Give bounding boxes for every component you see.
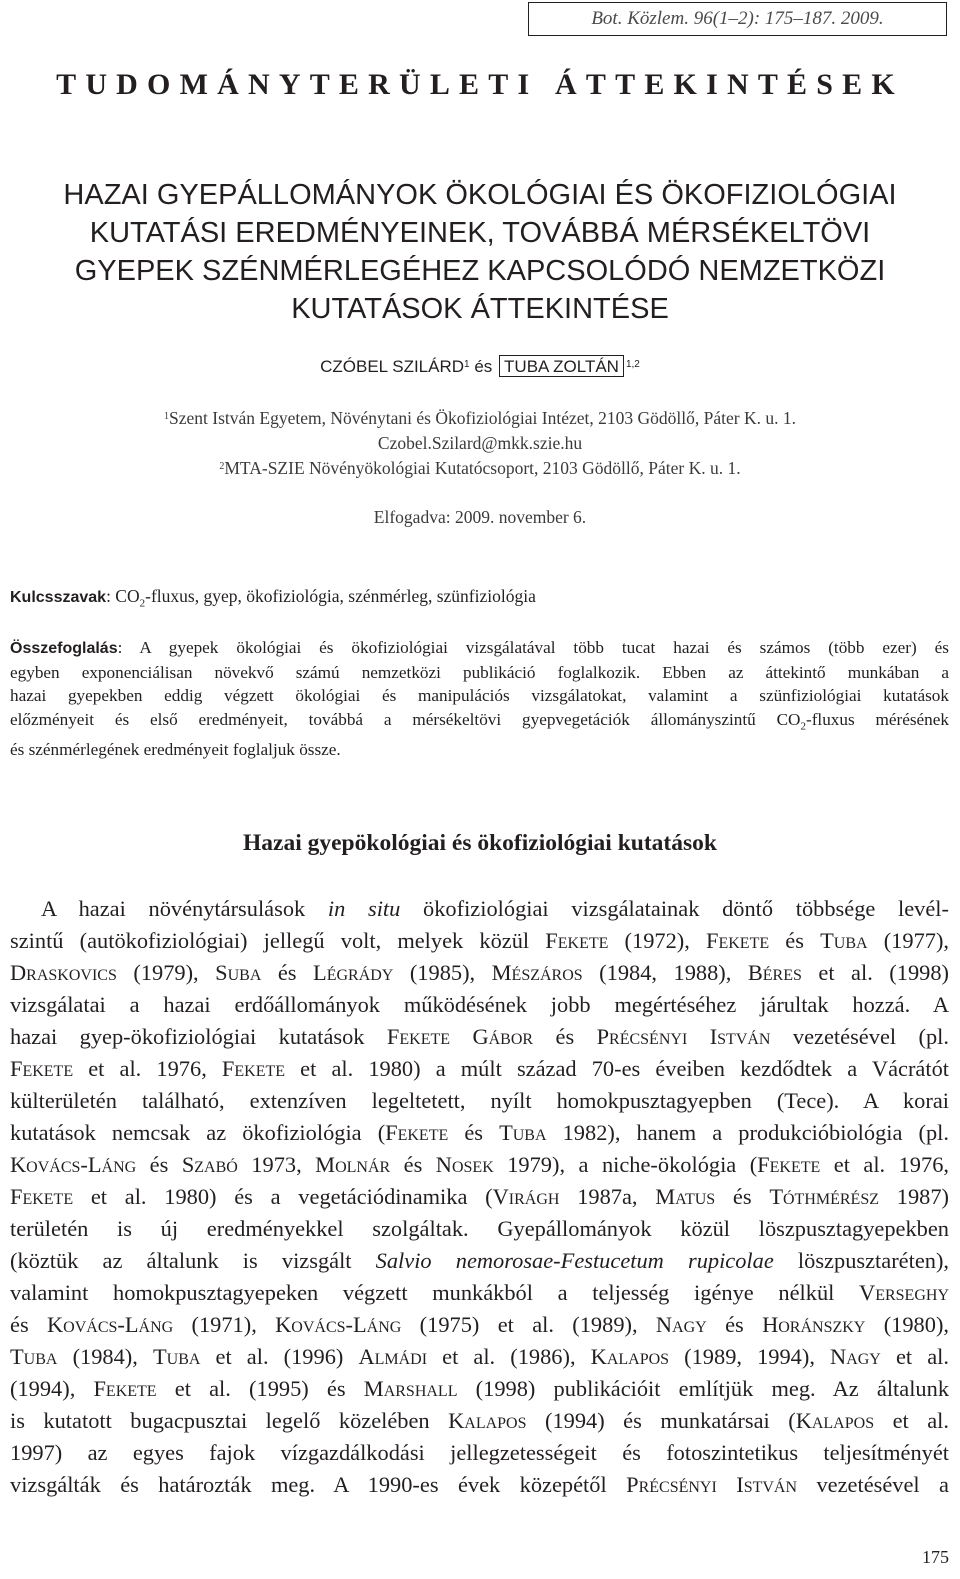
author-citation: Tuba bbox=[10, 1344, 58, 1369]
text: 1987) bbox=[879, 1184, 949, 1209]
keywords bbox=[10, 586, 536, 610]
author-citation: Mészáros bbox=[491, 960, 583, 985]
italic-text: in situ bbox=[327, 896, 401, 921]
author-citation: Kalapos bbox=[448, 1408, 527, 1433]
author-citation: Marshall bbox=[363, 1376, 458, 1401]
text: és bbox=[448, 1120, 500, 1145]
author-citation: Fekete bbox=[10, 1056, 74, 1081]
author-citation: Kalapos bbox=[795, 1408, 875, 1433]
body-line bbox=[10, 1117, 949, 1149]
text: (köztük az általunk is vizsgált bbox=[10, 1248, 376, 1273]
author-citation: Tuba bbox=[499, 1120, 547, 1145]
text: (1989, 1994), bbox=[669, 1344, 831, 1369]
abstract-text: : A gyepek ökológiai és ökofiziológiai vizsgálatával több tucat hazai és számos (több ezer) és bbox=[117, 638, 949, 657]
author-citation: Almádi bbox=[358, 1344, 428, 1369]
text: (1979), bbox=[116, 960, 216, 985]
body-line: külterületén található, extenzíven legeltetett, nyílt homokpusztagyepben (Tece). A korai bbox=[10, 1088, 949, 1113]
text: et al. bbox=[880, 1344, 949, 1369]
author-citation: Kovács-Láng bbox=[46, 1312, 174, 1337]
page-number: 175 bbox=[922, 1547, 949, 1567]
text: (1975) et al. (1989), bbox=[401, 1312, 656, 1337]
title-line: KUTATÁSI EREDMÉNYEINEK, TOVÁBBÁ MÉRSÉKELTÖVI bbox=[89, 217, 871, 249]
text: és bbox=[10, 1312, 47, 1337]
author-citation: Fekete bbox=[545, 928, 609, 953]
text: 1973, bbox=[237, 1152, 316, 1177]
author-citation: Fekete bbox=[706, 928, 770, 953]
author-citation: Béres bbox=[747, 960, 802, 985]
author-citation: Matus bbox=[655, 1184, 716, 1209]
text: 1982), hanem a produkcióbiológia (pl. bbox=[546, 1120, 949, 1145]
text: és bbox=[769, 928, 821, 953]
text: (1972), bbox=[608, 928, 707, 953]
abstract-line: hazai gyepekben eddig végzett ökológiai és manipulációs vizsgálatokat, valamint a szünfiziológiai kutatások bbox=[10, 686, 949, 705]
author-citation: Nosek bbox=[435, 1152, 494, 1177]
affiliation-2 bbox=[0, 456, 960, 481]
author-email: Czobel.Szilard@mkk.szie.hu bbox=[377, 433, 583, 453]
author-citation: Kalapos bbox=[590, 1344, 670, 1369]
abstract-line: egyben exponenciálisan növekvő számú nemzetközi publikáció foglalkozik. Ebben az áttekintő munkában a bbox=[10, 662, 949, 682]
abstract-line bbox=[10, 636, 949, 661]
body-line: vizsgálatai a hazai erdőállományok működésének jobb megértéséhez járultak hozzá. A bbox=[10, 992, 949, 1017]
body-paragraph bbox=[10, 893, 949, 1501]
text: és bbox=[715, 1184, 770, 1209]
body-line bbox=[10, 1373, 949, 1405]
text: (1998) publikációit említjük meg. Az általunk bbox=[457, 1376, 950, 1401]
author-affiliation-mark: 1,2 bbox=[625, 359, 640, 370]
text: (1984, 1988), bbox=[582, 960, 748, 985]
text: hazai gyep-ökofiziológiai kutatások bbox=[10, 1024, 387, 1049]
text: et al. 1976, bbox=[73, 1056, 222, 1081]
abstract-text: -fluxus mérésének bbox=[805, 709, 949, 729]
body-line bbox=[10, 1053, 949, 1085]
text: és bbox=[261, 960, 314, 985]
italic-text: Salvio nemorosae-Festucetum rupicolae bbox=[375, 1248, 774, 1273]
text: (1977), bbox=[867, 928, 950, 953]
subscript: 2 bbox=[139, 597, 146, 610]
body-line: területén is új eredményekkel szolgáltak. Gyepállományok közül löszpusztagyepekben bbox=[10, 1216, 949, 1241]
text: szintű (autökofiziológiai) jellegű volt, melyek közül bbox=[10, 928, 546, 953]
text: is kutatott bugacpusztai legelő közelében bbox=[10, 1408, 449, 1433]
affiliation-1 bbox=[0, 406, 960, 431]
title-line: KUTATÁSOK ÁTTEKINTÉSE bbox=[291, 293, 669, 325]
author-citation: Verseghy bbox=[859, 1280, 949, 1305]
section-heading: Hazai gyepökológiai és ökofiziológiai kutatások bbox=[243, 830, 717, 856]
author-citation: Molnár bbox=[315, 1152, 391, 1177]
body-line bbox=[10, 1149, 949, 1181]
abstract-line bbox=[10, 708, 949, 739]
body-line bbox=[10, 1181, 949, 1213]
keywords-label: Kulcsszavak bbox=[10, 589, 107, 606]
body-line bbox=[10, 1341, 949, 1373]
author-citation: Légrády bbox=[313, 960, 394, 985]
text: et al. (1995) és bbox=[156, 1376, 364, 1401]
text: valamint homokpusztagyepeken végzett munkákból a teljesség igénye nélkül bbox=[10, 1280, 860, 1305]
text: ökofiziológiai vizsgálatainak döntő többsége levél- bbox=[400, 896, 949, 921]
author-citation: Fekete bbox=[757, 1152, 821, 1177]
text: et al. (1996) bbox=[200, 1344, 359, 1369]
author-citation: Draskovics bbox=[10, 960, 117, 985]
author-citation: Tuba bbox=[152, 1344, 201, 1369]
text: 1987a, bbox=[559, 1184, 656, 1209]
text: et al. 1980) és a vegetációdinamika ( bbox=[73, 1184, 493, 1209]
author-affiliation-mark: 1 bbox=[464, 359, 470, 370]
text: (1980), bbox=[865, 1312, 949, 1337]
author-citation: Kovács-Láng bbox=[10, 1152, 137, 1177]
author-citation: Virágh bbox=[492, 1184, 560, 1209]
accepted-date: Elfogadva: 2009. november 6. bbox=[373, 507, 587, 527]
article-title bbox=[0, 176, 960, 328]
affiliation-mark: 2 bbox=[219, 461, 225, 472]
author-citation: Nagy bbox=[830, 1344, 881, 1369]
affiliation-mark: 1 bbox=[164, 411, 170, 422]
body-line bbox=[10, 1245, 949, 1277]
body-line bbox=[10, 1469, 949, 1501]
affiliation-text: Szent István Egyetem, Növénytani és Ökofiziológiai Intézet, 2103 Gödöllő, Páter K. u. 1. bbox=[169, 408, 796, 428]
abstract-text: előzményeit és első eredményeit, továbbá a mérsékeltövi gyepvegetációk állományszintű CO bbox=[10, 709, 801, 729]
text: (1994), bbox=[10, 1376, 94, 1401]
text: 1979), a niche-ökológia ( bbox=[493, 1152, 758, 1177]
text: és bbox=[533, 1024, 597, 1049]
author-name-boxed: TUBA ZOLTÁN bbox=[499, 355, 624, 377]
text: és bbox=[390, 1152, 436, 1177]
author-citation: Fekete bbox=[93, 1376, 157, 1401]
author-citation: Horánszky bbox=[762, 1312, 866, 1337]
text: kutatások nemcsak az ökofiziológia ( bbox=[10, 1120, 386, 1145]
abstract bbox=[10, 636, 949, 762]
text: és bbox=[706, 1312, 763, 1337]
author-citation: Précsényi István bbox=[626, 1472, 798, 1497]
body-line bbox=[10, 1405, 949, 1437]
abstract-label: Összefoglalás bbox=[10, 640, 118, 657]
author-citation: Fekete bbox=[385, 1120, 449, 1145]
text: A hazai növénytársulások bbox=[41, 896, 328, 921]
author-citation: Tóthmérész bbox=[769, 1184, 880, 1209]
author-citation: Kovács-Láng bbox=[275, 1312, 402, 1337]
text: vizsgálták és határozták meg. A 1990-es évek közepétől bbox=[10, 1472, 627, 1497]
text: (1971), bbox=[173, 1312, 276, 1337]
body-line bbox=[10, 925, 949, 957]
affiliations bbox=[0, 406, 960, 481]
body-line: 1997) az egyes fajok vízgazdálkodási jellegzetességeit és fotoszintetikus teljesítményét bbox=[10, 1440, 949, 1465]
text: (1994) és munkatársai ( bbox=[526, 1408, 796, 1433]
text: et al. (1998) bbox=[801, 960, 949, 985]
text: vezetésével (pl. bbox=[770, 1024, 949, 1049]
author-citation: Fekete bbox=[10, 1184, 74, 1209]
text: (1984), bbox=[57, 1344, 153, 1369]
affiliation-text: MTA-SZIE Növényökológiai Kutatócsoport, 2103 Gödöllő, Páter K. u. 1. bbox=[224, 458, 741, 478]
author-citation: Fekete bbox=[221, 1056, 286, 1081]
body-line bbox=[10, 1277, 949, 1309]
body-line bbox=[10, 1309, 949, 1341]
abstract-line: és szénmérlegének eredményeit foglaljuk össze. bbox=[10, 740, 341, 760]
author-name: CZÓBEL SZILÁRD bbox=[320, 357, 465, 376]
subscript: 2 bbox=[800, 719, 806, 732]
body-line bbox=[10, 957, 949, 989]
text: et al. 1980) a múlt század 70-es éveiben kezdődtek a Vácrátót bbox=[285, 1056, 949, 1081]
author-citation: Fekete Gábor bbox=[386, 1024, 534, 1049]
author-citation: Précsényi István bbox=[596, 1024, 771, 1049]
body-line bbox=[10, 1021, 949, 1053]
author-conjunction: és bbox=[474, 357, 493, 376]
authors bbox=[0, 354, 960, 380]
text: et al. (1986), bbox=[427, 1344, 591, 1369]
text: et al. bbox=[874, 1408, 949, 1433]
text: vezetésével a bbox=[797, 1472, 949, 1497]
author-citation: Nagy bbox=[655, 1312, 707, 1337]
journal-reference: Bot. Közlem. 96(1–2): 175–187. 2009. bbox=[528, 2, 947, 36]
body-line bbox=[10, 893, 949, 925]
section-banner: TUDOMÁNYTERÜLETI ÁTTEKINTÉSEK bbox=[56, 68, 904, 101]
author-citation: Tuba bbox=[820, 928, 868, 953]
text: et al. 1976, bbox=[820, 1152, 949, 1177]
text: löszpusztaréten), bbox=[773, 1248, 950, 1273]
keywords-text: -fluxus, gyep, ökofiziológia, szénmérleg, szünfiziológia bbox=[145, 586, 536, 606]
title-line: HAZAI GYEPÁLLOMÁNYOK ÖKOLÓGIAI ÉS ÖKOFIZIOLÓGIAI bbox=[63, 179, 897, 211]
text: és bbox=[136, 1152, 182, 1177]
title-line: GYEPEK SZÉNMÉRLEGÉHEZ KAPCSOLÓDÓ NEMZETKÖZI bbox=[74, 255, 886, 287]
keywords-text: : CO bbox=[106, 586, 140, 606]
author-citation: Suba bbox=[215, 960, 262, 985]
author-citation: Szabó bbox=[181, 1152, 238, 1177]
text: (1985), bbox=[393, 960, 492, 985]
